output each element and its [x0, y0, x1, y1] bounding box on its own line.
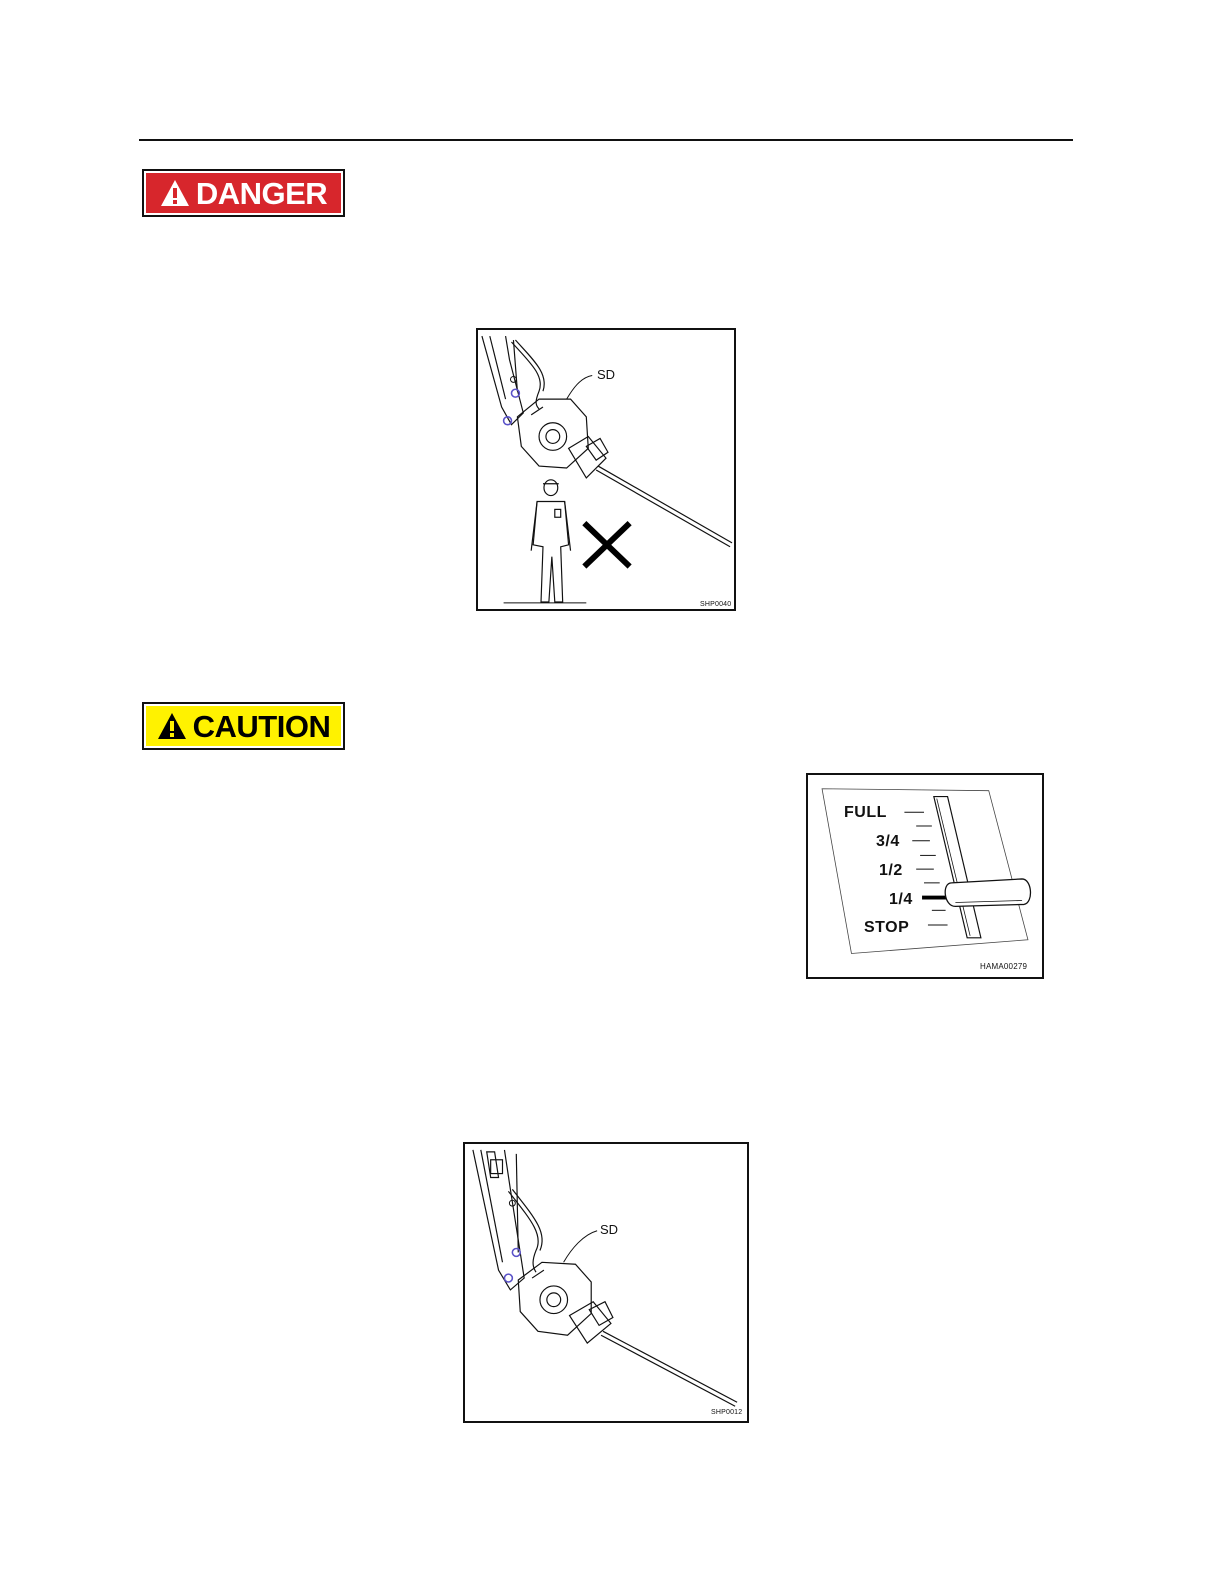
figure-code: SHP0012 — [711, 1409, 743, 1416]
throttle-mark-three-quarter: 3/4 — [876, 833, 900, 850]
figure-code: SHP0040 — [700, 601, 732, 608]
warning-triangle-icon — [157, 712, 187, 740]
danger-text: DANGER — [195, 175, 328, 211]
warning-triangle-icon — [160, 179, 190, 207]
header-rule — [139, 139, 1073, 141]
danger-label — [142, 169, 345, 217]
figure-hammer-boom — [463, 1142, 749, 1423]
part-label-sd: SD — [597, 367, 616, 382]
caution-label — [142, 702, 345, 750]
throttle-mark-half: 1/2 — [879, 862, 903, 879]
throttle-mark-stop: STOP — [864, 919, 910, 936]
figure-code: HAMA00279 — [980, 962, 1028, 971]
figure-hammer-person-prohibited — [476, 328, 736, 611]
hammer-boom-drawing — [465, 1144, 747, 1421]
throttle-mark-quarter: 1/4 — [889, 891, 913, 908]
figure-throttle-position — [806, 773, 1044, 979]
part-label-sd: SD — [600, 1222, 619, 1237]
throttle-mark-full: FULL — [844, 804, 887, 821]
caution-text: CAUTION — [192, 708, 331, 744]
